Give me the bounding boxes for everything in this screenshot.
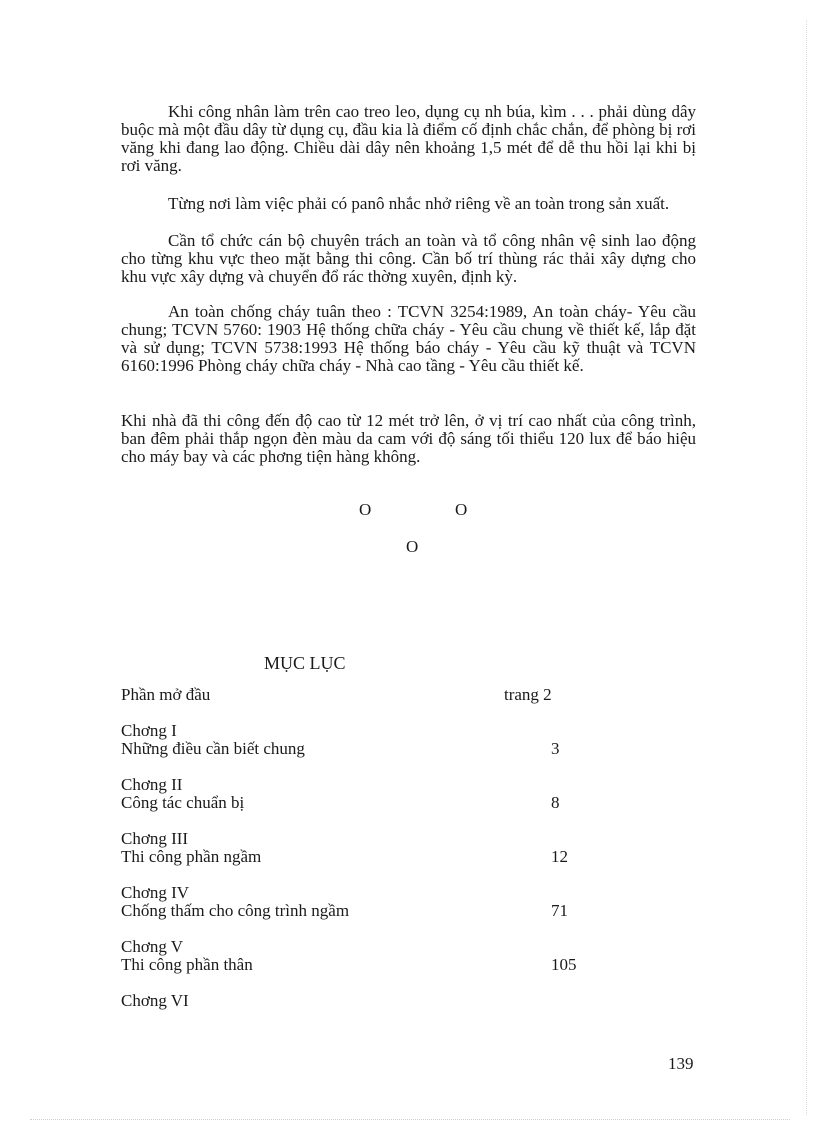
paragraph-safety-signs: Từng nơi làm việc phải có panô nhắc nhở riêng về an toàn trong sản xuất. <box>168 194 670 213</box>
toc-chapter-title: Thi công phần ngầm <box>121 847 262 866</box>
paragraph-tool-tethering: Khi công nhân làm trên cao treo leo, dụng cụ nh búa, kìm . . . phải dùng dây buộc mà một đầu dây từ dụng cụ, đầu kia là điểm cố định chắc chắn, để phòng bị rơi văng khi đang lao động. Chiều dài dây nên khoảng 1,5 mét để dễ thu hồi lại khi bị rơi văng. <box>121 102 696 175</box>
toc-intro-page: trang 2 <box>504 685 552 704</box>
paragraph-aviation-light: Khi nhà đã thi công đến độ cao từ 12 mét trở lên, ở vị trí cao nhất của công trình, ban đêm phải thắp ngọn đèn màu da cam với độ sáng tối thiểu 120 lux để báo hiệu cho máy bay và các phơng tiện hàng không. <box>121 411 696 466</box>
toc-chapter-heading: Chơng VI <box>121 991 189 1010</box>
toc-title: MỤC LỤC <box>264 653 346 673</box>
toc-chapter-heading: Chơng III <box>121 829 189 848</box>
page-number: 139 <box>668 1054 694 1073</box>
toc-chapter-heading: Chơng V <box>121 937 184 956</box>
toc-chapter-page: 105 <box>551 955 577 974</box>
toc-chapter-page: 8 <box>551 793 560 812</box>
toc-chapter-heading: Chơng II <box>121 775 183 794</box>
scan-edge-bottom <box>30 1119 790 1120</box>
toc-intro-label: Phần mở đầu <box>121 685 211 704</box>
toc-chapter-page: 12 <box>551 847 568 866</box>
toc-chapter-heading: Chơng I <box>121 721 177 740</box>
paragraph-fire-safety: An toàn chống cháy tuân theo : TCVN 3254:1989, An toàn cháy- Yêu cầu chung; TCVN 5760: 1903 Hệ thống chữa cháy - Yêu cầu chung về thiết kế, lắp đặt và sử dụng; TCVN 5738:1993 Hệ thống báo cháy - Yêu cầu kỹ thuật và TCVN 6160:1996 Phòng cháy chữa cháy - Nhà cao tầng - Yêu cầu thiết kế. <box>121 302 696 375</box>
separator-circle: O <box>406 537 419 556</box>
toc-chapter-title: Thi công phần thân <box>121 955 253 974</box>
paragraph-sanitation: Cần tổ chức cán bộ chuyên trách an toàn và tổ công nhân vệ sinh lao động cho từng khu vực theo mặt bằng thi công. Cần bố trí thùng rác thải xây dựng cho khu vực xây dựng và chuyển đổ rác thờng xuyên, định kỳ. <box>121 231 696 286</box>
toc-chapter-page: 3 <box>551 739 560 758</box>
toc-chapter-title: Những điều cần biết chung <box>121 739 305 758</box>
toc-chapter-title: Công tác chuẩn bị <box>121 793 245 812</box>
toc-chapter-heading: Chơng IV <box>121 883 190 902</box>
toc-chapter-page: 71 <box>551 901 568 920</box>
separator-circle: O <box>359 500 372 519</box>
separator-circle: O <box>455 500 468 519</box>
toc-chapter-title: Chống thấm cho công trình ngầm <box>121 901 350 920</box>
scan-edge-right <box>806 20 807 1115</box>
